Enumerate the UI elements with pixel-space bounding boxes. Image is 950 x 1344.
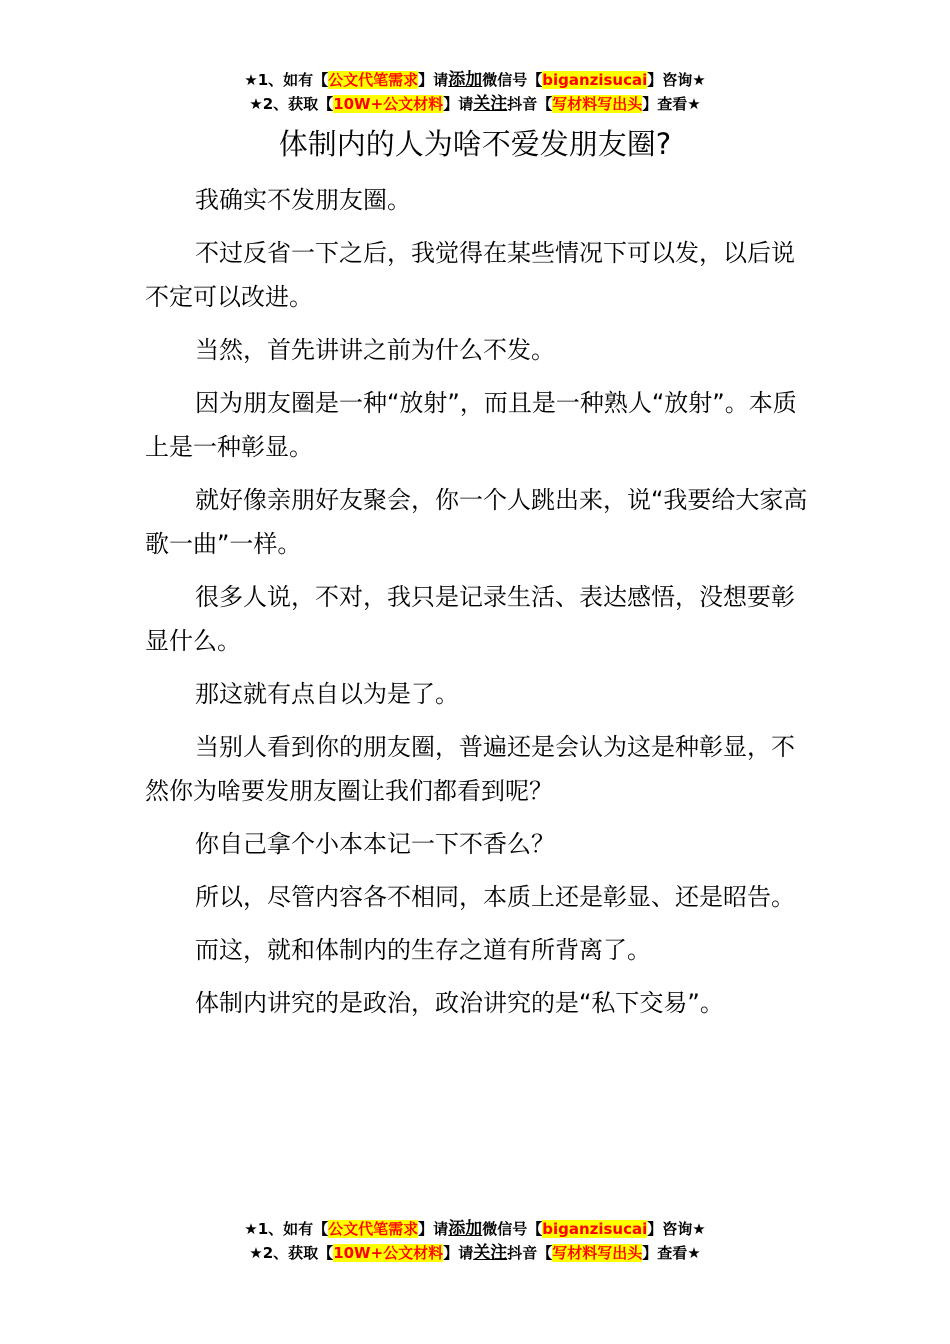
footer-banner-line-1 bbox=[0, 1217, 950, 1241]
paragraph: 很多人说，不对，我只是记录生活、表达感悟，没想要彰显什么。 bbox=[145, 583, 795, 655]
banner-highlight-materials: 10W+公文材料 bbox=[333, 95, 444, 113]
banner-text: 抖音【 bbox=[507, 1244, 553, 1262]
banner-highlight-douyin-id: 写材料写出头 bbox=[552, 95, 643, 113]
banner-text: ★2、获取【 bbox=[249, 95, 334, 113]
paragraph: 当别人看到你的朋友圈，普遍还是会认为这是种彰显，不然你为啥要发朋友圈让我们都看到呢？ bbox=[145, 733, 795, 805]
banner-text: ★1、如有【 bbox=[244, 71, 329, 89]
banner-text: 】请 bbox=[418, 1220, 449, 1238]
article-body bbox=[145, 178, 813, 1034]
banner-text: 】请 bbox=[443, 1244, 474, 1262]
banner-text: ★2、获取【 bbox=[249, 1244, 334, 1262]
paragraph: 因为朋友圈是一种“放射”，而且是一种熟人“放射”。本质上是一种彰显。 bbox=[145, 389, 797, 461]
page-title: 体制内的人为啥不爱发朋友圈? bbox=[278, 127, 672, 161]
footer-banner bbox=[0, 1217, 950, 1265]
header-banner bbox=[0, 68, 950, 116]
banner-highlight-wechat-id: biganzisucai bbox=[542, 1220, 648, 1238]
paragraph: 你自己拿个小本本记一下不香么？ bbox=[195, 830, 555, 858]
header-banner-line-2 bbox=[0, 92, 950, 116]
banner-text: 】咨询★ bbox=[647, 1220, 706, 1238]
banner-text: ★1、如有【 bbox=[244, 1220, 329, 1238]
banner-text: 抖音【 bbox=[507, 95, 553, 113]
banner-highlight-douyin-id: 写材料写出头 bbox=[552, 1244, 643, 1262]
paragraph: 我确实不发朋友圈。 bbox=[195, 186, 411, 214]
banner-text: 】查看★ bbox=[642, 95, 701, 113]
header-banner-line-1 bbox=[0, 68, 950, 92]
paragraph: 体制内讲究的是政治，政治讲究的是“私下交易”。 bbox=[195, 989, 724, 1017]
banner-highlight-wechat-id: biganzisucai bbox=[542, 71, 648, 89]
banner-text: 微信号【 bbox=[482, 1220, 543, 1238]
paragraph: 不过反省一下之后，我觉得在某些情况下可以发，以后说不定可以改进。 bbox=[145, 239, 795, 311]
paragraph: 而这，就和体制内的生存之道有所背离了。 bbox=[195, 936, 651, 964]
banner-emphasis-follow: 关注 bbox=[473, 1243, 508, 1263]
paragraph: 当然，首先讲讲之前为什么不发。 bbox=[195, 336, 555, 364]
paragraph: 那这就有点自以为是了。 bbox=[195, 680, 459, 708]
paragraph: 就好像亲朋好友聚会，你一个人跳出来，说“我要给大家高歌一曲”一样。 bbox=[145, 486, 808, 558]
banner-highlight-service: 公文代笔需求 bbox=[328, 71, 419, 89]
banner-emphasis-add: 添加 bbox=[448, 70, 483, 90]
banner-text: 】请 bbox=[443, 95, 474, 113]
banner-text: 】请 bbox=[418, 71, 449, 89]
banner-emphasis-add: 添加 bbox=[448, 1219, 483, 1239]
banner-highlight-service: 公文代笔需求 bbox=[328, 1220, 419, 1238]
banner-highlight-materials: 10W+公文材料 bbox=[333, 1244, 444, 1262]
banner-emphasis-follow: 关注 bbox=[473, 94, 508, 114]
footer-banner-line-2 bbox=[0, 1241, 950, 1265]
banner-text: 】咨询★ bbox=[647, 71, 706, 89]
paragraph: 所以，尽管内容各不相同，本质上还是彰显、还是昭告。 bbox=[195, 883, 795, 911]
banner-text: 】查看★ bbox=[642, 1244, 701, 1262]
banner-text: 微信号【 bbox=[482, 71, 543, 89]
